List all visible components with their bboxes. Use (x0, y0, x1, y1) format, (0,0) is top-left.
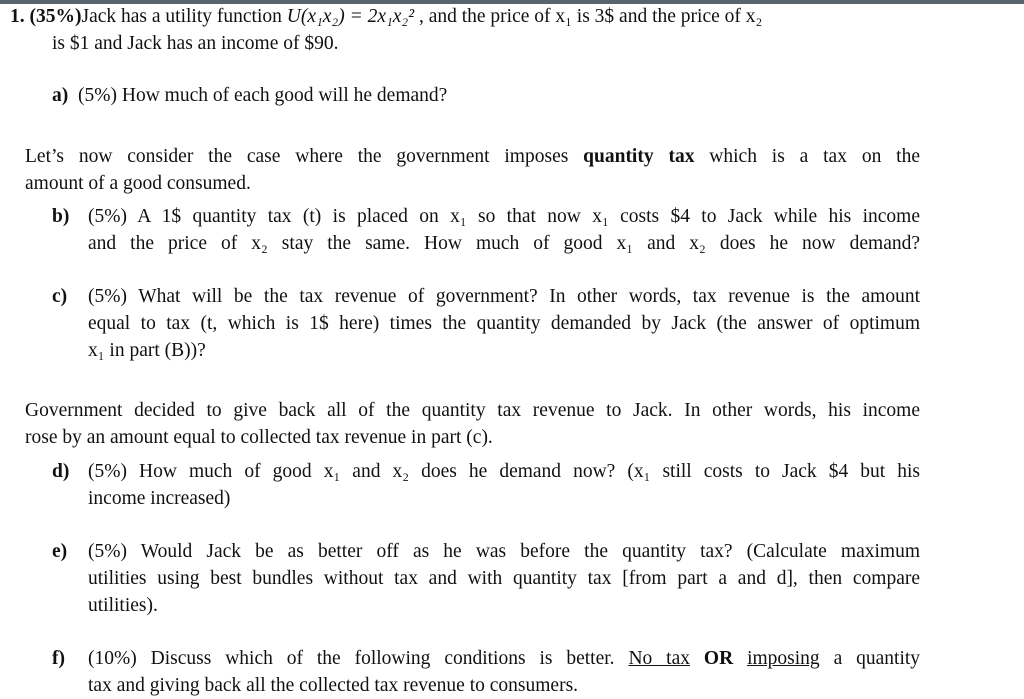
part-b-label: b) (52, 206, 70, 227)
part-e-label: e) (52, 541, 68, 562)
part-d-line-1 (88, 459, 920, 485)
part-b-line-1 (88, 204, 920, 230)
part-c-text-2: equal to tax (t, which is 1$ here) times the quantity demanded by Jack (the answer of optimum (88, 313, 920, 334)
question-1-line-1 (10, 4, 920, 30)
part-f-space-1 (690, 648, 704, 669)
question-text-b: , and the price of x₁ is 3$ and the price of x₂ (414, 6, 763, 27)
part-c-label: c) (52, 286, 68, 307)
part-d-text-1: (5%) How much of good x₁ and x₂ does he demand now? (x₁ still costs to Jack $4 but his (88, 461, 920, 482)
part-f-text-a: (10%) Discuss which of the following conditions is better. (88, 648, 629, 669)
part-c-text-1: (5%) What will be the tax revenue of government? In other words, tax revenue is the amount (88, 286, 920, 307)
intro-1-text-b: which is a tax on the (694, 146, 920, 167)
intro-2-line-2: rose by an amount equal to collected tax revenue in part (c). (25, 427, 493, 448)
part-d-label: d) (52, 461, 70, 482)
part-c-line-1 (88, 284, 920, 310)
question-text-a: Jack has a utility function (81, 6, 287, 27)
part-f-label: f) (52, 648, 65, 669)
part-e-line-3: utilities). (88, 595, 158, 616)
part-f-text-b: a quantity (819, 648, 921, 669)
question-number: 1. (10, 6, 25, 27)
part-e-line-2 (88, 566, 920, 592)
part-f-line-2: tax and giving back all the collected tax revenue to consumers. (88, 675, 579, 696)
or-term: OR (703, 648, 734, 669)
quantity-tax-term: quantity tax (583, 146, 695, 167)
no-tax-term: No tax (628, 648, 691, 669)
imposing-term: imposing (747, 648, 820, 669)
part-e-text-1: (5%) Would Jack be as better off as he was before the quantity tax? (Calculate maximum (88, 541, 920, 562)
part-a-text: (5%) How much of each good will he demand? (78, 85, 448, 106)
part-a-label: a) (52, 85, 69, 106)
part-a (52, 83, 447, 109)
question-weight: (35%) (29, 6, 82, 27)
part-b-text-2: and the price of x₂ stay the same. How much of good x₁ and x₂ does he now demand? (88, 233, 920, 254)
part-d-line-2: income increased) (88, 488, 231, 509)
intro-2-line-1 (25, 398, 920, 424)
part-b-line-2 (88, 231, 920, 257)
intro-2-text-1: Government decided to give back all of the quantity tax revenue to Jack. In other words, his income (25, 400, 920, 421)
part-e-line-1 (88, 539, 920, 565)
part-e-text-2: utilities using best bundles without tax and with quantity tax [from part a and d], then compare (88, 568, 920, 589)
intro-1-line-1 (25, 144, 920, 170)
part-b-text-1: (5%) A 1$ quantity tax (t) is placed on x₁ so that now x₁ costs $4 to Jack while his income (88, 206, 920, 227)
part-c-line-3: x₁ in part (B))? (88, 340, 206, 361)
intro-1-line-2: amount of a good consumed. (25, 173, 251, 194)
question-1-line-2: is $1 and Jack has an income of $90. (52, 33, 339, 54)
utility-function: U(x₁x₂) = 2x₁x₂² (286, 6, 415, 27)
part-c-line-2 (88, 311, 920, 337)
intro-1-text-a: Let’s now consider the case where the government imposes (25, 146, 584, 167)
part-f-line-1 (88, 646, 920, 672)
part-f-space-2 (733, 648, 747, 669)
